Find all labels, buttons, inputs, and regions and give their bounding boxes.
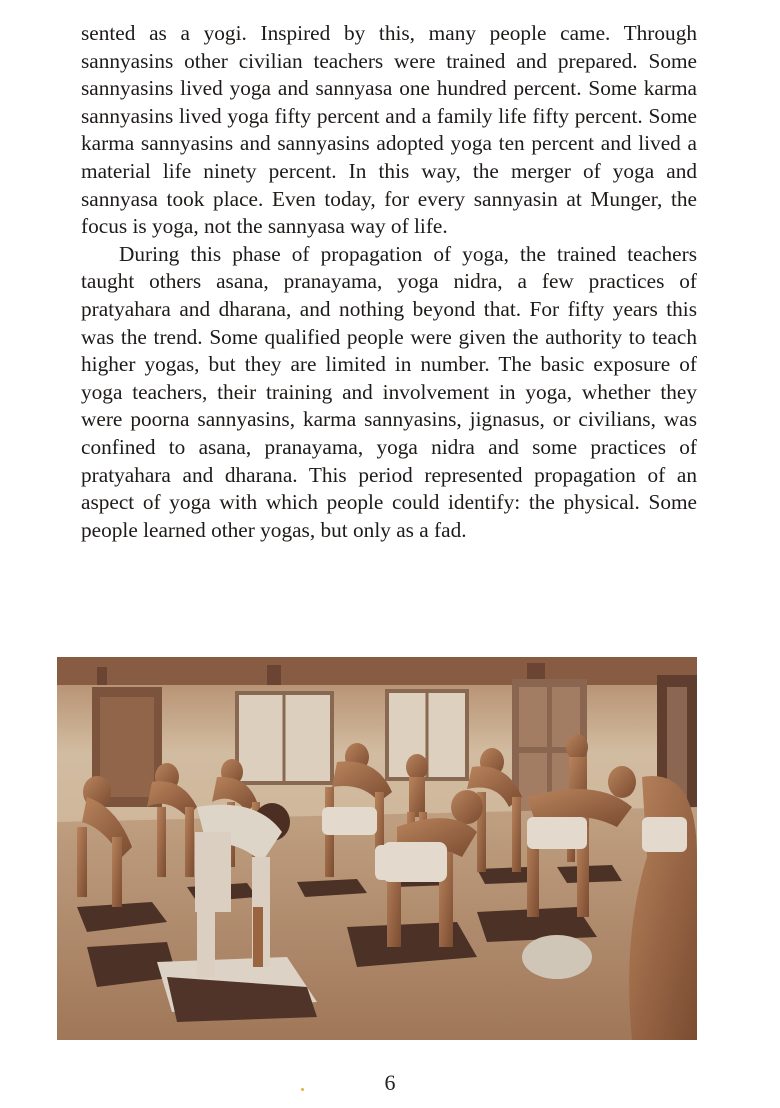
paragraph-1: sented as a yogi. Inspired by this, many people came. Through sannyasins other civilian teachers were trained and prepared. Some sannyasins lived yoga and sannyasa one hundred percent. Some karma sannyasins lived yoga fifty percent and a family life fifty percent. Some karma sannyasins and sannyasins adopted yoga ten percent and lived a material life ninety percent. In this way, the merger of yoga and sannyasa took place. Even today, for every sannyasin at Munger, the focus is yoga, not the sannyasa way of life. — [81, 21, 697, 239]
body-text — [81, 20, 697, 544]
yoga-class-photo — [57, 657, 697, 1040]
paragraph-2: During this phase of propagation of yoga, the trained teachers taught others asana, pranayama, yoga nidra, a few practices of pratyahara and dharana, and nothing beyond that. For fifty years this was the trend. Some qualified people were given the authority to teach higher yogas, but they are limited in number. The basic exposure of yoga teachers, their training and involvement in yoga, whether they were poorna sannyasins, karma sannyasins, jignasus, or civilians, was confined to asana, pranayama, yoga nidra and some practices of pratyahara and dharana. This period represented propagation of an aspect of yoga with which people could identify: the physical. Some people learned other yogas, but only as a fad. — [81, 241, 697, 542]
yoga-class-illustration — [57, 657, 697, 1040]
page-number: 6 — [384, 1070, 396, 1095]
